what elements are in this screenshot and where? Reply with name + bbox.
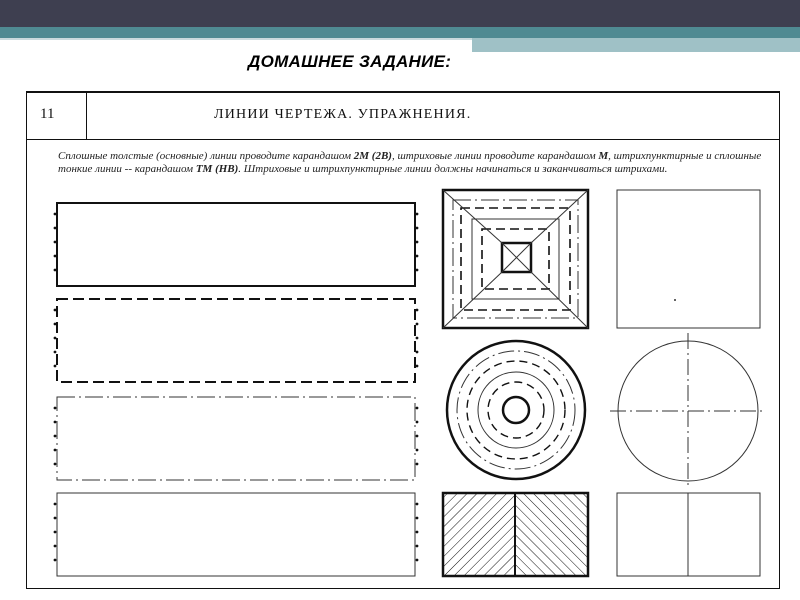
exercise-rect-dash-dot [57, 397, 415, 480]
instructions-pencil-tm: ТМ (НВ) [195, 163, 239, 175]
exercise-circle-centerlines [610, 333, 766, 489]
exercise-empty-square [617, 190, 760, 328]
exercise-hatched-square [443, 493, 588, 576]
exercise-divided-square [617, 493, 760, 576]
exercise-rect-solid-thick [57, 203, 415, 286]
instructions-part-3: , штрихпунктирные и сплошные тонкие линии -- карандашом [58, 150, 762, 175]
slide-title: ДОМАШНЕЕ ЗАДАНИЕ: [248, 52, 452, 71]
worksheet-number: 11 [40, 106, 55, 122]
exercise-rect-solid-thin [57, 493, 415, 576]
instructions-pencil-2m: 2М (2В) [353, 150, 392, 162]
exercise-rect-dashed [57, 299, 415, 382]
exercise-concentric-circles [447, 341, 585, 479]
exercise-marker-dots [54, 213, 419, 562]
instructions-part-1: Сплошные толстые (основные) линии проводите карандашом [58, 150, 354, 162]
exercise-nested-squares [443, 190, 588, 328]
instructions-pencil-m: М [598, 150, 609, 162]
instructions-part-2: , штриховые линии проводите карандашом [391, 150, 599, 162]
instructions-part-4: . Штриховые и штрихпунктирные линии должны начинаться и заканчиваться штрихами. [238, 163, 668, 175]
worksheet-title: ЛИНИИ ЧЕРТЕЖА. УПРАЖНЕНИЯ. [214, 107, 472, 122]
